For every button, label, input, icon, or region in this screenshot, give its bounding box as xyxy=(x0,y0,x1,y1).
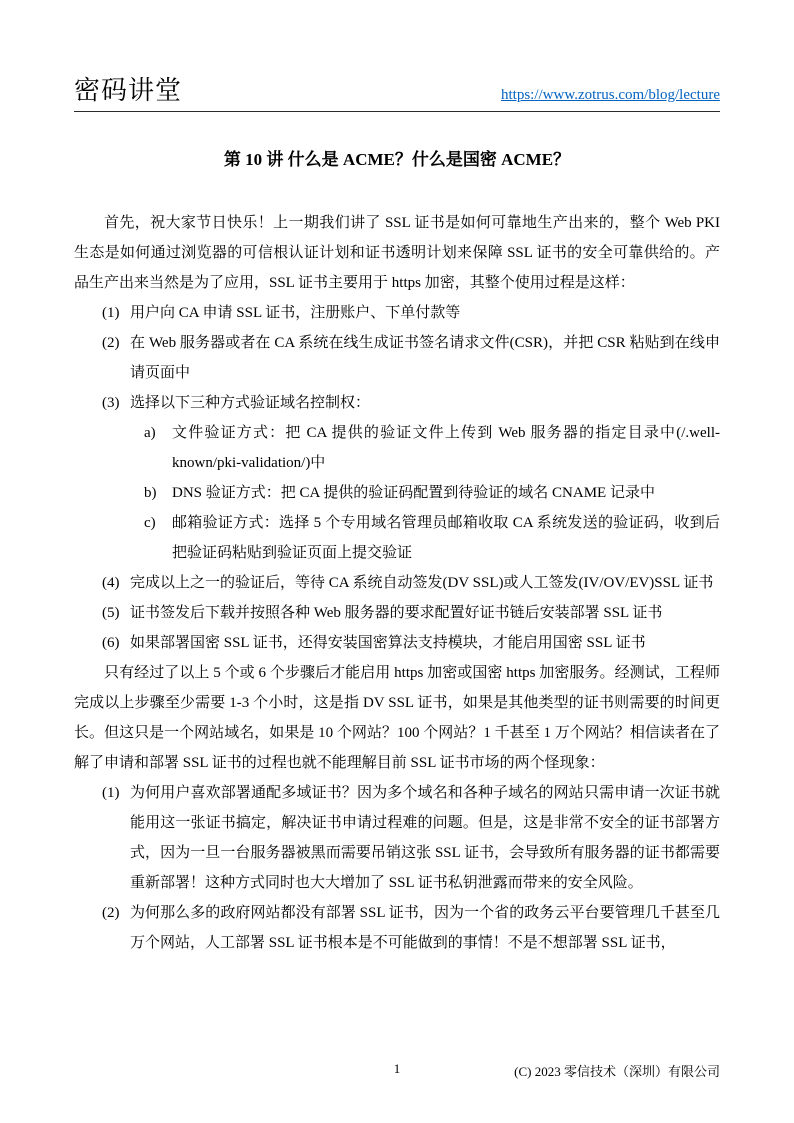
list-item-text: 证书签发后下载并按照各种 Web 服务器的要求配置好证书链后安装部署 SSL 证书 xyxy=(130,604,663,621)
header-link[interactable]: https://www.zotrus.com/blog/lecture xyxy=(501,87,720,103)
list-item-label: b) xyxy=(144,484,157,501)
list-item-step-3 xyxy=(102,388,720,418)
list-item-text: DNS 验证方式：把 CA 提供的验证码配置到待验证的域名 CNAME 记录中 xyxy=(172,484,655,501)
list-item-label: (2) xyxy=(102,334,120,351)
header-divider xyxy=(74,111,720,112)
list-item-label: (4) xyxy=(102,574,120,591)
list-item-step-4 xyxy=(102,568,720,598)
list-item-text: 文件验证方式：把 CA 提供的验证文件上传到 Web 服务器的指定目录中(/.well-known/pki-validation/)中 xyxy=(172,424,720,471)
list-item-text: 为何用户喜欢部署通配多域证书？因为多个域名和各种子域名的网站只需申请一次证书就能用这一张证书搞定，解决证书申请过程难的问题。但是，这是非常不安全的证书部署方式，因为一旦一台服务器被黑而需要吊销这张 SSL 证书，会导致所有服务器的证书都需要重新部署！这种方式同时也大大增加了 SSL 证书私钥泄露而带来的安全风险。 xyxy=(130,784,720,891)
document-title: 第 10 讲 什么是 ACME？什么是国密 ACME？ xyxy=(223,149,571,169)
list-item-label: (5) xyxy=(102,604,120,621)
list-item-label: a) xyxy=(144,424,156,441)
list-item-step-5 xyxy=(102,598,720,628)
list-item-label: c) xyxy=(144,514,156,531)
list-item-step-3b xyxy=(144,478,720,508)
list-item-label: (6) xyxy=(102,634,120,651)
page-number: 1 xyxy=(393,1061,401,1076)
list-item-text: 如果部署国密 SSL 证书，还得安装国密算法支持模块，才能启用国密 SSL 证书 xyxy=(130,634,646,651)
copyright-notice: (C) 2023 零信技术（深圳）有限公司 xyxy=(514,1064,720,1079)
list-item-label: (3) xyxy=(102,394,120,411)
list-item-step-3c xyxy=(144,508,720,568)
list-item-step-1 xyxy=(102,298,720,328)
list-item-label: (1) xyxy=(102,304,120,321)
list-item-text: 用户向 CA 申请 SSL 证书，注册账户、下单付款等 xyxy=(130,304,461,321)
list-item-step-2 xyxy=(102,328,720,388)
list-item-text: 选择以下三种方式验证域名控制权： xyxy=(130,394,371,411)
summary-paragraph: 只有经过了以上 5 个或 6 个步骤后才能启用 https 加密或国密 https 加密服务。经测试，工程师完成以上步骤至少需要 1-3 个小时，这是指 DV SSL 证书，如果是其他类型的证书则需要的时间更长。但这只是一个网站域名，如果是 10 个网站？100 个网站？1 千甚至 1 万个网站？相信读者在了解了申请和部署 SSL 证书的过程也就不能理解目前 SSL 证书市场的两个怪现象： xyxy=(74,664,720,771)
list-item-step-3a xyxy=(144,418,720,478)
list-item-text: 完成以上之一的验证后，等待 CA 系统自动签发(DV SSL)或人工签发(IV/OV/EV)SSL 证书 xyxy=(130,574,714,591)
list-item-label: (2) xyxy=(102,904,120,921)
list-item-text: 在 Web 服务器或者在 CA 系统在线生成证书签名请求文件(CSR)，并把 CSR 粘贴到在线申请页面中 xyxy=(130,334,720,381)
brand-title: 密码讲堂 xyxy=(74,76,183,105)
intro-paragraph: 首先，祝大家节日快乐！上一期我们讲了 SSL 证书是如何可靠地生产出来的，整个 Web PKI 生态是如何通过浏览器的可信根认证计划和证书透明计划来保障 SSL 证书的安全可靠供给的。产品生产出来当然是为了应用，SSL 证书主要用于 https 加密，其整个使用过程是这样： xyxy=(74,214,720,291)
list-item-text: 为何那么多的政府网站都没有部署 SSL 证书，因为一个省的政务云平台要管理几千甚至几万个网站，人工部署 SSL 证书根本是不可能做到的事情！不是不想部署 SSL 证书， xyxy=(130,904,720,951)
list-item-issue-1 xyxy=(102,778,720,898)
list-item-step-6 xyxy=(102,628,720,658)
page-header xyxy=(74,76,720,106)
document-body xyxy=(74,208,720,958)
list-item-label: (1) xyxy=(102,784,120,801)
list-item-issue-2 xyxy=(102,898,720,958)
page-footer xyxy=(74,1061,720,1081)
list-item-text: 邮箱验证方式：选择 5 个专用域名管理员邮箱收取 CA 系统发送的验证码，收到后把验证码粘贴到验证页面上提交验证 xyxy=(172,514,720,561)
